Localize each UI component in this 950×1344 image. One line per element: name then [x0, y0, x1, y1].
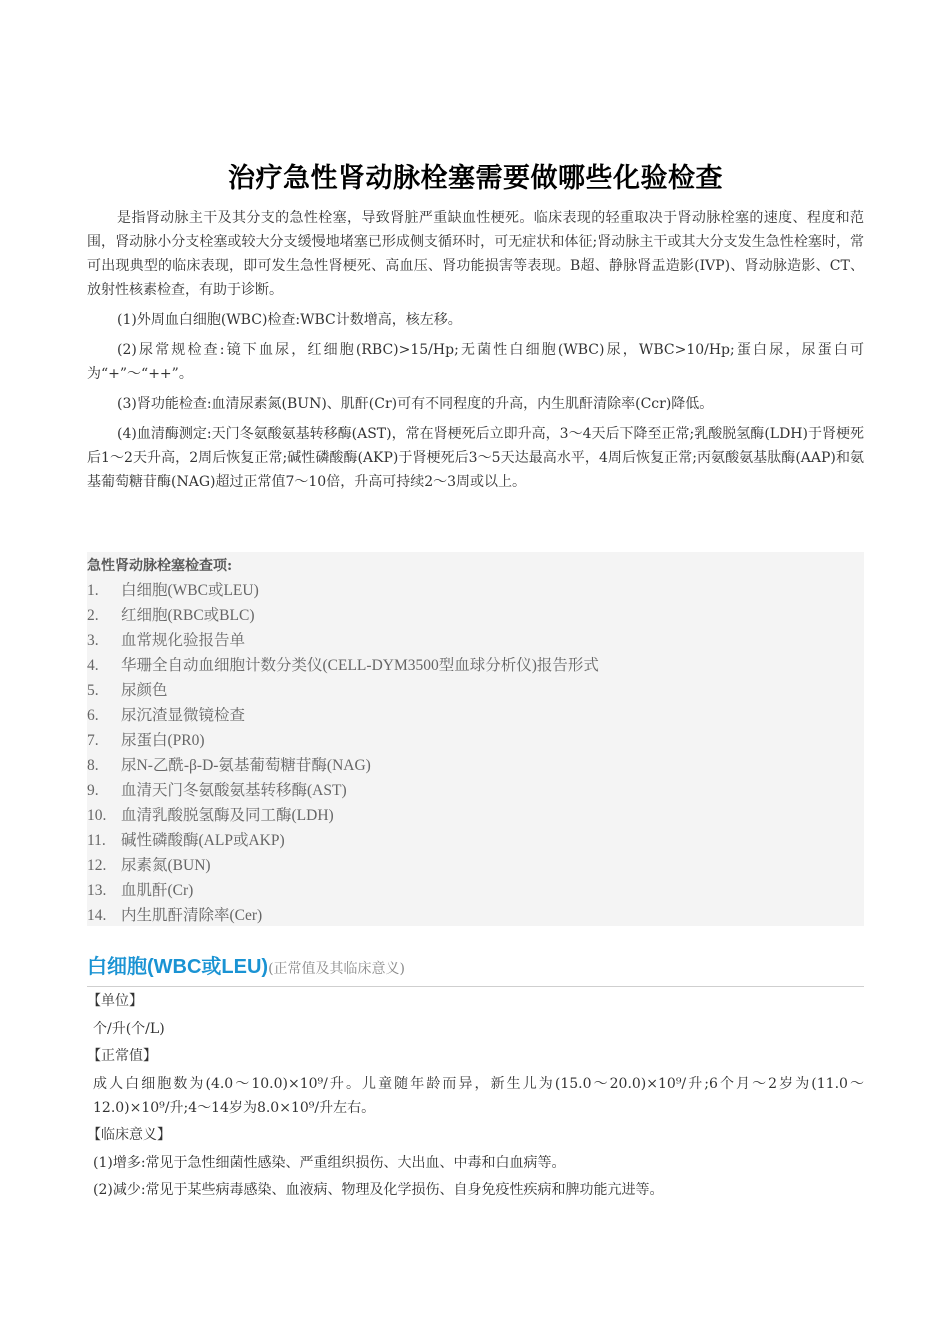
intro-paragraph: (1)外周血白细胞(WBC)检查:WBC计数增高，核左移。 [117, 312, 462, 328]
list-item-number: 9. [87, 782, 99, 799]
section-title: 白细胞(WBC或LEU) [87, 956, 269, 978]
list-item [87, 628, 864, 653]
page-title: 治疗急性肾动脉栓塞需要做哪些化验检查 [228, 163, 723, 194]
intro-section [87, 206, 864, 500]
exam-items-heading: 急性肾动脉栓塞检查项: [87, 558, 233, 574]
section-detail [87, 988, 864, 1204]
intro-paragraph: 是指肾动脉主干及其分支的急性栓塞，导致肾脏严重缺血性梗死。临床表现的轻重取决于肾动脉栓塞的速度、程度和范围，肾动脉小分支栓塞或较大分支缓慢地堵塞已形成侧支循环时，可无症状和体征;肾动脉主干或其大分支发生急性栓塞时，常可出现典型的临床表现，即可发生急性肾梗死、高血压、肾功能损害等表现。B超、静脉肾盂造影(IVP)、肾动脉造影、CT、放射性核素检查，有助于诊断。 [87, 210, 864, 298]
normal-value-text: 成人白细胞数为(4.0～10.0)×10⁹/升。儿童随年龄而异，新生儿为(15.0～20.0)×10⁹/升;6个月～2岁为(11.0～12.0)×10⁹/升;4～14岁为8.0×10⁹/升左右。 [93, 1076, 864, 1116]
list-item-number: 6. [87, 707, 99, 724]
unit-label: 【单位】 [87, 993, 143, 1009]
intro-paragraph: (4)血清酶测定:天门冬氨酸氨基转移酶(AST)，常在肾梗死后立即升高，3～4天后下降至正常;乳酸脱氢酶(LDH)于肾梗死后1～2天升高，2周后恢复正常;碱性磷酸酶(AKP)于肾梗死后3～5天达最高水平，4周后恢复正常;丙氨酸氨基肽酶(AAP)和氨基葡萄糖苷酶(NAG)超过正常值7～10倍，升高可持续2～3周或以上。 [87, 426, 864, 490]
list-item-number: 8. [87, 757, 99, 774]
list-item [87, 703, 864, 728]
list-item-text: 碱性磷酸酶(ALP或AKP) [121, 832, 285, 849]
list-item [87, 728, 864, 753]
list-item-text: 血清天门冬氨酸氨基转移酶(AST) [121, 782, 347, 799]
list-item [87, 603, 864, 628]
list-item-text: 尿颜色 [121, 682, 168, 699]
list-item [87, 828, 864, 853]
list-item-text: 尿N-乙酰-β-D-氨基葡萄糖苷酶(NAG) [121, 757, 371, 774]
list-item-text: 尿素氮(BUN) [121, 857, 211, 874]
list-item [87, 878, 864, 903]
section-heading [87, 950, 864, 987]
list-item-text: 尿蛋白(PR0) [121, 732, 205, 749]
list-item-number: 2. [87, 607, 99, 624]
list-item-number: 5. [87, 682, 99, 699]
list-item-text: 尿沉渣显微镜检查 [121, 707, 246, 724]
list-item-number: 11. [87, 832, 106, 849]
list-item [87, 578, 864, 603]
list-item-number: 14. [87, 907, 107, 924]
clinical-meaning-label: 【临床意义】 [87, 1127, 171, 1143]
list-item-number: 1. [87, 582, 99, 599]
list-item [87, 903, 864, 928]
list-item-text: 白细胞(WBC或LEU) [121, 582, 259, 599]
list-item-number: 13. [87, 882, 107, 899]
intro-paragraph: (3)肾功能检查:血清尿素氮(BUN)、肌酐(Cr)可有不同程度的升高，内生肌酐清除率(Ccr)降低。 [117, 396, 714, 412]
list-item-number: 4. [87, 657, 99, 674]
list-item-number: 10. [87, 807, 107, 824]
exam-items-list [87, 578, 864, 928]
intro-paragraph: (2)尿常规检查:镜下血尿，红细胞(RBC)>15/Hp;无菌性白细胞(WBC)尿，WBC>10/Hp;蛋白尿，尿蛋白可为“+”～“++”。 [87, 342, 864, 382]
section-subtitle: (正常值及其临床意义) [268, 961, 406, 977]
list-item-text: 华珊全自动血细胞计数分类仪(CELL-DYM3500型血球分析仪)报告形式 [121, 657, 599, 674]
list-item [87, 778, 864, 803]
list-item-text: 血常规化验报告单 [121, 632, 246, 649]
list-item-number: 12. [87, 857, 107, 874]
list-item-number: 3. [87, 632, 99, 649]
unit-value: 个/升(个/L) [93, 1021, 165, 1037]
list-item-number: 7. [87, 732, 99, 749]
list-item [87, 803, 864, 828]
list-item-text: 内生肌酐清除率(Cer) [121, 907, 263, 924]
list-item [87, 678, 864, 703]
list-item [87, 753, 864, 778]
clinical-meaning-decrease: (2)减少:常见于某些病毒感染、血液病、物理及化学损伤、自身免疫性疾病和脾功能亢进等。 [93, 1182, 664, 1198]
list-item-text: 血清乳酸脱氢酶及同工酶(LDH) [121, 807, 334, 824]
list-item [87, 853, 864, 878]
list-item-text: 红细胞(RBC或BLC) [121, 607, 255, 624]
list-item-text: 血肌酐(Cr) [121, 882, 194, 899]
list-item [87, 653, 864, 678]
clinical-meaning-increase: (1)增多:常见于急性细菌性感染、严重组织损伤、大出血、中毒和白血病等。 [93, 1155, 566, 1171]
exam-items-box [87, 552, 864, 926]
normal-value-label: 【正常值】 [87, 1048, 157, 1064]
